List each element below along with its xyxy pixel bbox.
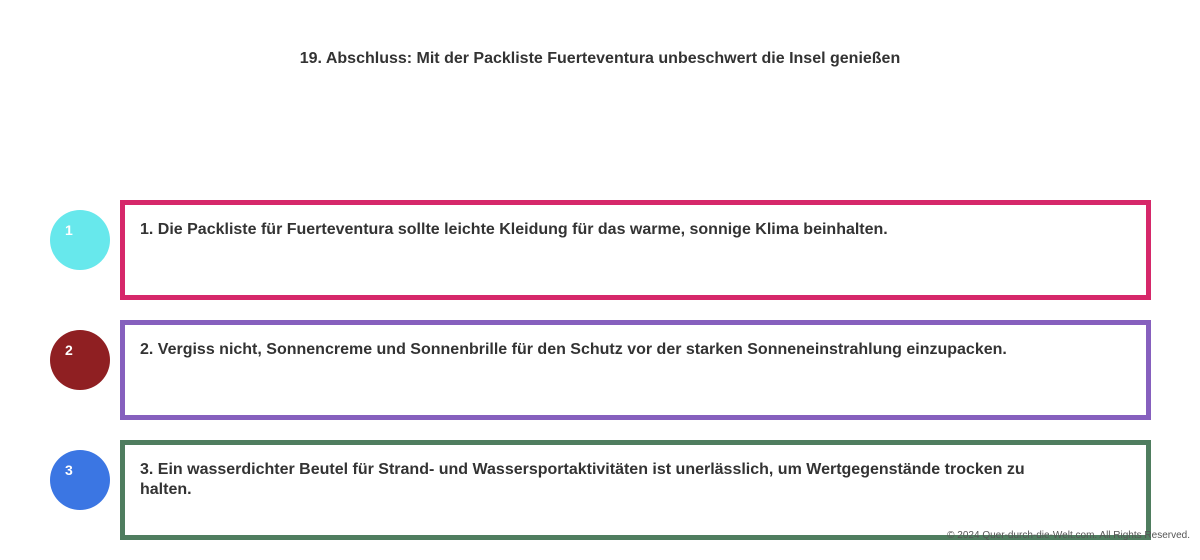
- step-number-badge: [50, 450, 110, 510]
- step-number-badge: [50, 210, 110, 270]
- step-number: 2: [65, 342, 73, 358]
- step-item-3: [0, 440, 1200, 540]
- copyright-footer: © 2024 Quer-durch-die-Welt.com. All Rights Reserved.: [947, 530, 1190, 541]
- step-item-2: [0, 320, 1200, 420]
- page-title: 19. Abschluss: Mit der Packliste Fuerteventura unbeschwert die Insel genießen: [299, 50, 901, 67]
- step-text: 2. Vergiss nicht, Sonnencreme und Sonnenbrille für den Schutz vor der starken Sonneneinstrahlung einzupacken.: [140, 341, 1007, 358]
- step-text: 3. Ein wasserdichter Beutel für Strand- und Wassersportaktivitäten ist unerlässlich, um Wertgegenstände trocken zu halten.: [140, 461, 1025, 498]
- step-number: 3: [65, 462, 73, 478]
- step-text-box: [120, 320, 1151, 420]
- step-text-box: [120, 440, 1151, 540]
- step-text-box: [120, 200, 1151, 300]
- step-number-badge: [50, 330, 110, 390]
- step-number: 1: [65, 222, 73, 238]
- step-item-1: [0, 200, 1200, 300]
- step-text: 1. Die Packliste für Fuerteventura sollte leichte Kleidung für das warme, sonnige Klima beinhalten.: [140, 221, 888, 238]
